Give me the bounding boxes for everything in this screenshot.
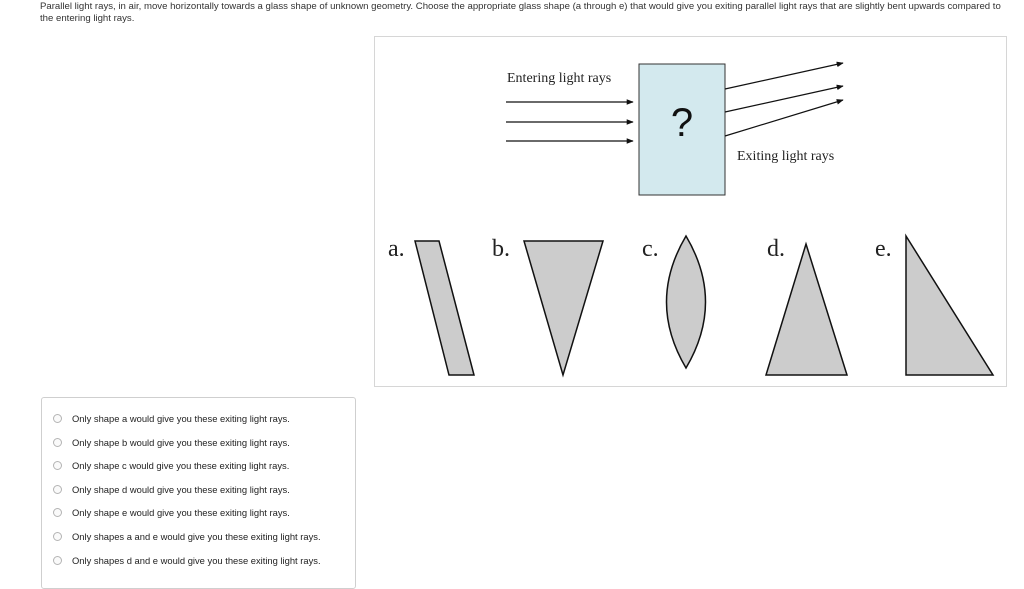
shape-e-right-triangle	[906, 236, 993, 375]
option-label: Only shapes d and e would give you these exiting light rays.	[72, 554, 321, 566]
question-mark: ?	[670, 101, 694, 145]
radio-button[interactable]	[53, 485, 62, 494]
shape-b-inverted-triangle	[524, 241, 603, 375]
shape-c-convex-lens	[667, 236, 706, 368]
option-b[interactable]	[53, 434, 290, 450]
answer-options	[41, 397, 356, 589]
radio-button[interactable]	[53, 461, 62, 470]
option-label: Only shapes a and e would give you these exiting light rays.	[72, 530, 321, 542]
exiting-ray-3	[725, 100, 843, 136]
exiting-label: Exiting light rays	[737, 149, 835, 164]
option-a-and-e[interactable]	[53, 528, 321, 544]
option-d-and-e[interactable]	[53, 552, 321, 568]
shape-d-label: d.	[767, 236, 785, 262]
option-label: Only shape e would give you these exiting light rays.	[72, 506, 290, 518]
option-label: Only shape a would give you these exiting light rays.	[72, 412, 290, 424]
exiting-ray-1	[725, 63, 843, 89]
option-a[interactable]	[53, 410, 290, 426]
shape-d-triangle	[766, 244, 847, 375]
shape-a-label: a.	[388, 236, 405, 262]
option-label: Only shape b would give you these exiting light rays.	[72, 436, 290, 448]
radio-button[interactable]	[53, 556, 62, 565]
exiting-ray-2	[725, 86, 843, 112]
diagram-svg	[375, 37, 1006, 386]
radio-button[interactable]	[53, 532, 62, 541]
diagram-figure	[374, 36, 1007, 387]
radio-button[interactable]	[53, 414, 62, 423]
shape-c-label: c.	[642, 236, 659, 262]
option-c[interactable]	[53, 457, 289, 473]
shape-e-label: e.	[875, 236, 892, 262]
entering-label: Entering light rays	[507, 71, 612, 86]
shape-b-label: b.	[492, 236, 510, 262]
option-d[interactable]	[53, 481, 290, 497]
option-e[interactable]	[53, 504, 290, 520]
option-label: Only shape d would give you these exiting light rays.	[72, 483, 290, 495]
radio-button[interactable]	[53, 438, 62, 447]
question-text: Parallel light rays, in air, move horizontally towards a glass shape of unknown geometry. Choose the appropriate glass shape (a through e) that would give you exiting parallel light rays that are slightly bent upwards compared to the entering light rays.	[40, 1, 1001, 24]
shape-a-slanted-slab	[415, 241, 474, 375]
option-label: Only shape c would give you these exiting light rays.	[72, 459, 290, 471]
radio-button[interactable]	[53, 508, 62, 517]
